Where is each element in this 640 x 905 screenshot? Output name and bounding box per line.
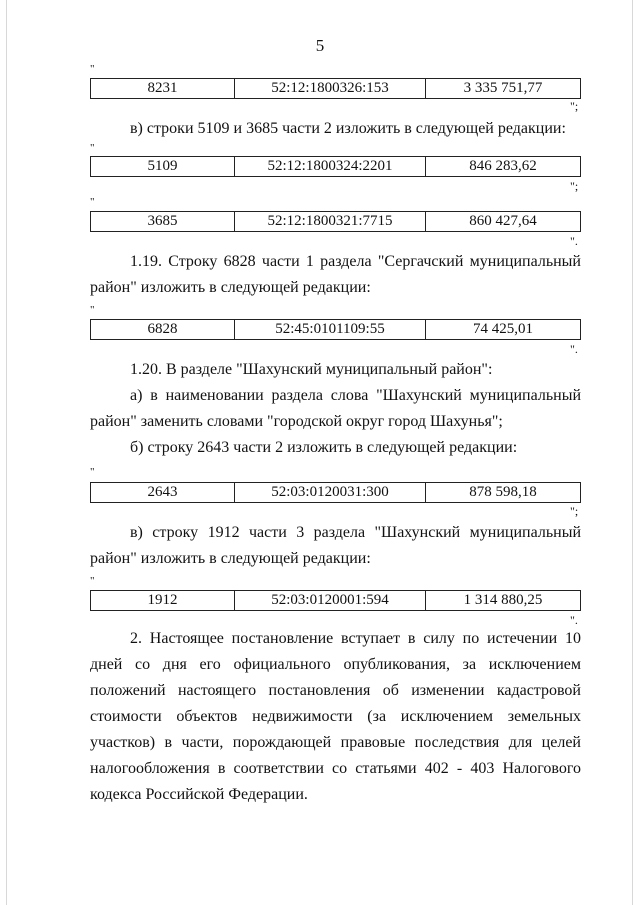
table-cell-value: 878 598,18 (426, 483, 581, 503)
table-cell-cadastre: 52:12:1800326:153 (235, 79, 426, 99)
table-row (91, 591, 581, 611)
paragraph-b: б) строку 2643 части 2 изложить в следующей редакции: (130, 439, 518, 456)
table-cell-cadastre: 52:45:0101109:55 (235, 320, 426, 340)
table-cell-number: 5109 (91, 157, 235, 177)
table-cell-number: 6828 (91, 320, 235, 340)
paragraph-2: 2. Настоящее постановление вступает в силу по истечении 10 дней со дня его официального опубликования, за исключением положений настоящего постановления об изменении кадастровой стоимости объектов недвижимости (за исключением земельных участков) в части, порождающей правовые последствия для целей налогообложения в соответствии со статьями 402 - 403 Налогового кодекса Российской Федерации. (90, 630, 581, 803)
paragraph-1-19: 1.19. Строку 6828 части 1 раздела "Сергачский муниципальный район" изложить в следующей редакции: (90, 253, 581, 296)
open-quote: " (90, 63, 95, 75)
close-quote: "; (570, 99, 579, 113)
close-quote: ". (570, 342, 578, 356)
table-cell-value: 1 314 880,25 (426, 591, 581, 611)
table-row (91, 483, 581, 503)
cadastre-table-2643 (90, 482, 581, 503)
open-quote: " (90, 196, 95, 208)
table-cell-value: 846 283,62 (426, 157, 581, 177)
cadastre-table-3685 (90, 211, 581, 232)
table-cell-value: 3 335 751,77 (426, 79, 581, 99)
cadastre-table-8231 (90, 78, 581, 99)
paragraph-1-20: 1.20. В разделе "Шахунский муниципальный район": (130, 361, 493, 378)
left-scan-edge (6, 0, 7, 905)
right-scan-edge (632, 0, 633, 905)
table-cell-cadastre: 52:03:0120001:594 (235, 591, 426, 611)
cadastre-table-5109 (90, 156, 581, 177)
table-row (91, 157, 581, 177)
close-quote: ". (570, 613, 578, 627)
cadastre-table-1912 (90, 590, 581, 611)
table-row (91, 212, 581, 232)
table-cell-number: 1912 (91, 591, 235, 611)
table-cell-number: 2643 (91, 483, 235, 503)
page-number: 5 (315, 36, 325, 55)
table-cell-cadastre: 52:03:0120031:300 (235, 483, 426, 503)
open-quote: " (90, 304, 95, 316)
open-quote: " (90, 466, 95, 478)
cadastre-table-6828 (90, 319, 581, 340)
table-row (91, 79, 581, 99)
paragraph-v-row-1912: в) строку 1912 части 3 раздела "Шахунский муниципальный район" изложить в следующей редакции: (90, 524, 581, 567)
table-cell-cadastre: 52:12:1800321:7715 (235, 212, 426, 232)
paragraph-v-rows-5109-3685: в) строки 5109 и 3685 части 2 изложить в следующей редакции: (130, 120, 566, 137)
table-cell-value: 860 427,64 (426, 212, 581, 232)
close-quote: "; (570, 504, 579, 518)
open-quote: " (90, 142, 95, 154)
open-quote: " (90, 575, 95, 587)
table-row (91, 320, 581, 340)
close-quote: ". (570, 234, 578, 248)
close-quote: "; (570, 179, 579, 193)
table-cell-cadastre: 52:12:1800324:2201 (235, 157, 426, 177)
table-cell-number: 8231 (91, 79, 235, 99)
table-cell-number: 3685 (91, 212, 235, 232)
table-cell-value: 74 425,01 (426, 320, 581, 340)
paragraph-a: а) в наименовании раздела слова "Шахунский муниципальный район" заменить словами "городской округ город Шахунья"; (90, 387, 581, 430)
